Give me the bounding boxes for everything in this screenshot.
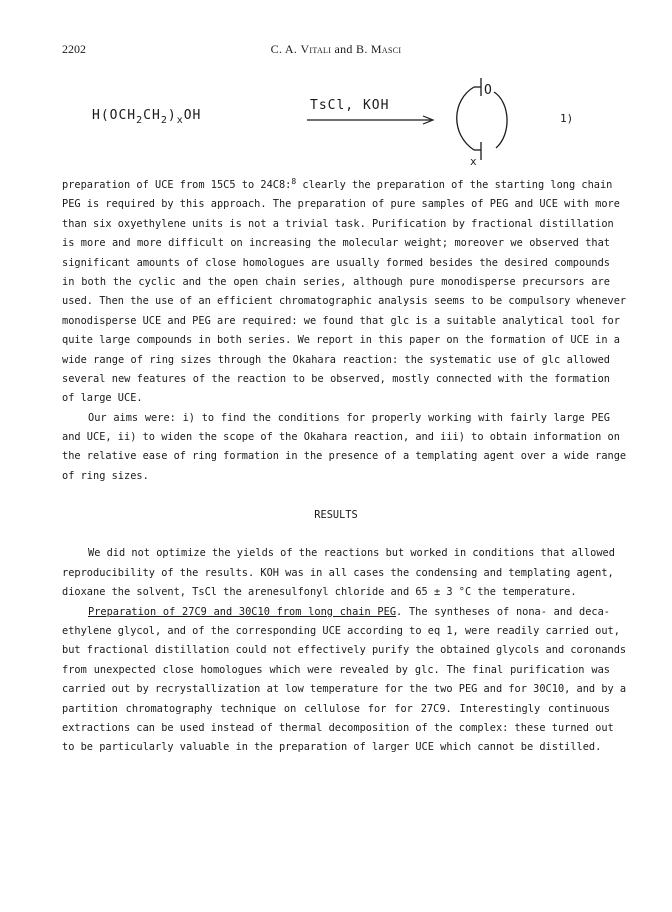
ring-x-label: x [470,155,477,167]
text-line: of large UCE. [62,392,143,405]
author-1-initials: C. A. [270,42,301,56]
subsection-heading: Preparation of 27C9 and 30C10 from long chain PEG [88,605,397,618]
text-line: Preparation of 27C9 and 30C10 from long chain PEG. The syntheses of nona- and deca- [88,605,610,618]
article-body [62,176,627,758]
author-1-surname: Vitali [300,42,332,56]
ring-oxygen-label: O [484,83,492,98]
text-line: significant amounts of close homologues are usually formed besides the desired compounds [62,256,610,269]
text-line: in both the cyclic and the open chain series, although pure monodisperse precursors are [62,275,610,288]
author-conjunction: and [331,42,357,56]
text-line: Our aims were: i) to find the conditions for properly working with fairly large PEG [88,411,610,424]
text-line: PEG is required by this approach. The preparation of pure samples of PEG and UCE with more [62,198,620,211]
page-number: 2202 [62,42,86,56]
text-line: to be particularly valuable in the preparation of larger UCE which cannot be distilled. [62,741,602,754]
reaction-arrow-icon [307,114,435,126]
text-line: dioxane the solvent, TsCl the arenesulfonyl chloride and 65 ± 3 °C the temperature. [62,586,577,599]
running-head-authors [62,42,610,57]
text-line: extractions can be used instead of thermal decomposition of the complex: these turned out [62,721,614,734]
author-2-surname: Masci [370,42,402,56]
text-line: preparation of UCE from 15C5 to 24C8:$^8$ clearly the preparation of the starting long chain [62,177,613,191]
text-line: carried out by recrystallization at low temperature for the two PEG and for 30C10, and by a [62,683,627,696]
text-line: is more and more difficult on increasing the molecular weight; moreover we observed that [62,237,610,250]
text-line: but fractional distillation could not effectively purify the obtained glycols and coronands [62,644,627,657]
text-line: from unexpected close homologues which were revealed by glc. The final purification was [62,663,610,676]
equation-number: 1) [560,112,574,125]
text-line: several new features of the reaction to be observed, mostly connected with the formation [62,372,610,385]
reactant-formula: $H(OCH_2CH_2)_xOH$ [92,108,202,126]
text-line: We did not optimize the yields of the reactions but worked in conditions that allowed [88,547,615,560]
text-line: partition chromatography technique on cellulose for for 27C9. Interestingly continuous [62,702,610,715]
text-line: the relative ease of ring formation in the presence of a templating agent over a wide range [62,450,627,463]
text-line: quite large compounds in both series. We report in this paper on the formation of UCE in a [62,334,620,347]
text-line: reproducibility of the results. KOH was in all cases the condensing and templating agent, [62,566,614,579]
text-line: and UCE, ii) to widen the scope of the Okahara reaction, and iii) to obtain information on [62,431,620,444]
text-line: used. Then the use of an efficient chromatographic analysis seems to be compulsory whenever [62,295,627,308]
crown-ether-ring-icon [444,72,534,167]
text-line: than six oxyethylene units is not a trivial task. Purification by fractional distillation [62,217,614,230]
author-2-initials: B. [356,42,371,56]
footnote-ref: 8 [291,177,297,186]
reaction-scheme [62,70,610,170]
text-line: of ring sizes. [62,469,149,482]
running-header [62,42,610,58]
text-line: wide range of ring sizes through the Okahara reaction: the systematic use of glc allowed [62,353,610,366]
reagents-label: TsCl, KOH [310,98,390,113]
text-line: ethylene glycol, and of the corresponding UCE according to eq 1, were readily carried out, [62,624,620,637]
section-heading-results: RESULTS [314,508,358,521]
text-line: monodisperse UCE and PEG are required: we found that glc is a suitable analytical tool for [62,314,620,327]
